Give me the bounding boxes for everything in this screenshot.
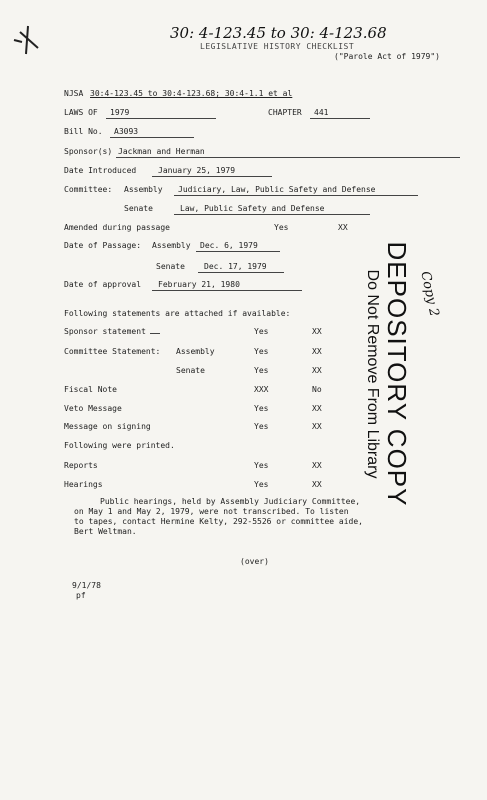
depository-copy-stamp: [342, 241, 432, 507]
footer-initials: pf: [76, 591, 86, 600]
row-label: Message on signing: [64, 422, 151, 431]
document-subtitle: ("Parole Act of 1979"): [334, 52, 440, 61]
note-line: to tapes, contact Hermine Kelty, 292-5526 or committee aide,: [74, 517, 363, 526]
corner-scribble-mark: [8, 22, 48, 58]
row-mark: XX: [312, 366, 322, 375]
row-label: Sponsor statement: [64, 327, 146, 336]
document-title: LEGISLATIVE HISTORY CHECKLIST: [200, 42, 355, 51]
over-text: (over): [240, 557, 269, 566]
committee-assembly-label: Assembly: [124, 185, 163, 194]
passage-senate-value: Dec. 17, 1979: [204, 262, 267, 271]
row-label: Fiscal Note: [64, 385, 117, 394]
bill-no-value: A3093: [114, 127, 139, 136]
handwritten-copy-note: Copy 2: [417, 270, 442, 318]
committee-senate-label: Senate: [124, 204, 153, 213]
row-yes: Yes: [254, 347, 269, 356]
row-mark: XX: [312, 404, 322, 413]
row-label: Hearings: [64, 480, 103, 489]
committee-label: Committee:: [64, 185, 113, 194]
row-yes: Yes: [254, 366, 269, 375]
date-introduced-label: Date Introduced: [64, 166, 137, 175]
passage-assembly-value: Dec. 6, 1979: [200, 241, 258, 250]
row-label: Veto Message: [64, 404, 122, 413]
sponsor-value: Jackman and Herman: [118, 147, 205, 156]
row-mark: No: [312, 385, 322, 394]
date-approval-label: Date of approval: [64, 280, 142, 289]
committee-assembly-value: Judiciary, Law, Public Safety and Defense: [178, 185, 376, 194]
row-mark: XX: [312, 347, 322, 356]
sponsor-label: Sponsor(s): [64, 147, 113, 156]
row-yes: XXX: [254, 385, 269, 394]
note-line: Public hearings, held by Assembly Judiciary Committee,: [100, 497, 361, 506]
row-label: Committee Statement:: [64, 347, 161, 356]
footer-date: 9/1/78: [72, 581, 101, 590]
passage-senate-label: Senate: [156, 262, 185, 271]
bill-no-label: Bill No.: [64, 127, 103, 136]
date-introduced-value: January 25, 1979: [158, 166, 236, 175]
row-sub: Assembly: [176, 347, 215, 356]
stamp-line1: DEPOSITORY COPY: [382, 241, 412, 507]
row-mark: XX: [312, 327, 322, 336]
amended-yes: Yes: [274, 223, 289, 232]
row-yes: Yes: [254, 480, 269, 489]
passage-assembly-label: Assembly: [152, 241, 191, 250]
row-yes: Yes: [254, 422, 269, 431]
stamp-line2: Do Not Remove From Library: [364, 269, 381, 479]
row-mark: XX: [312, 461, 322, 470]
note-line: Bert Weltman.: [74, 527, 137, 536]
amended-label: Amended during passage: [64, 223, 170, 232]
attached-intro: Following statements are attached if available:: [64, 309, 291, 318]
note-line: on May 1 and May 2, 1979, were not transcribed. To listen: [74, 507, 349, 516]
laws-of-label: LAWS OF: [64, 108, 98, 117]
printed-intro: Following were printed.: [64, 441, 175, 450]
row-sub: Senate: [176, 366, 205, 375]
date-approval-value: February 21, 1980: [158, 280, 240, 289]
row-yes: Yes: [254, 461, 269, 470]
njsa-label: NJSA: [64, 89, 84, 98]
chapter-value: 441: [314, 108, 329, 117]
committee-senate-value: Law, Public Safety and Defense: [180, 204, 325, 213]
laws-of-value: 1979: [110, 108, 130, 117]
chapter-label: CHAPTER: [268, 108, 302, 117]
date-passage-label: Date of Passage:: [64, 241, 142, 250]
amended-mark: XX: [338, 223, 348, 232]
row-yes: Yes: [254, 404, 269, 413]
row-mark: XX: [312, 422, 322, 431]
row-yes: Yes: [254, 327, 269, 336]
njsa-value: 30:4-123.45 to 30:4-123.68; 30:4-1.1 et al: [90, 89, 293, 98]
handwritten-statute-range: 30: 4-123.45 to 30: 4-123.68: [170, 24, 387, 42]
row-label: Reports: [64, 461, 98, 470]
row-mark: XX: [312, 480, 322, 489]
